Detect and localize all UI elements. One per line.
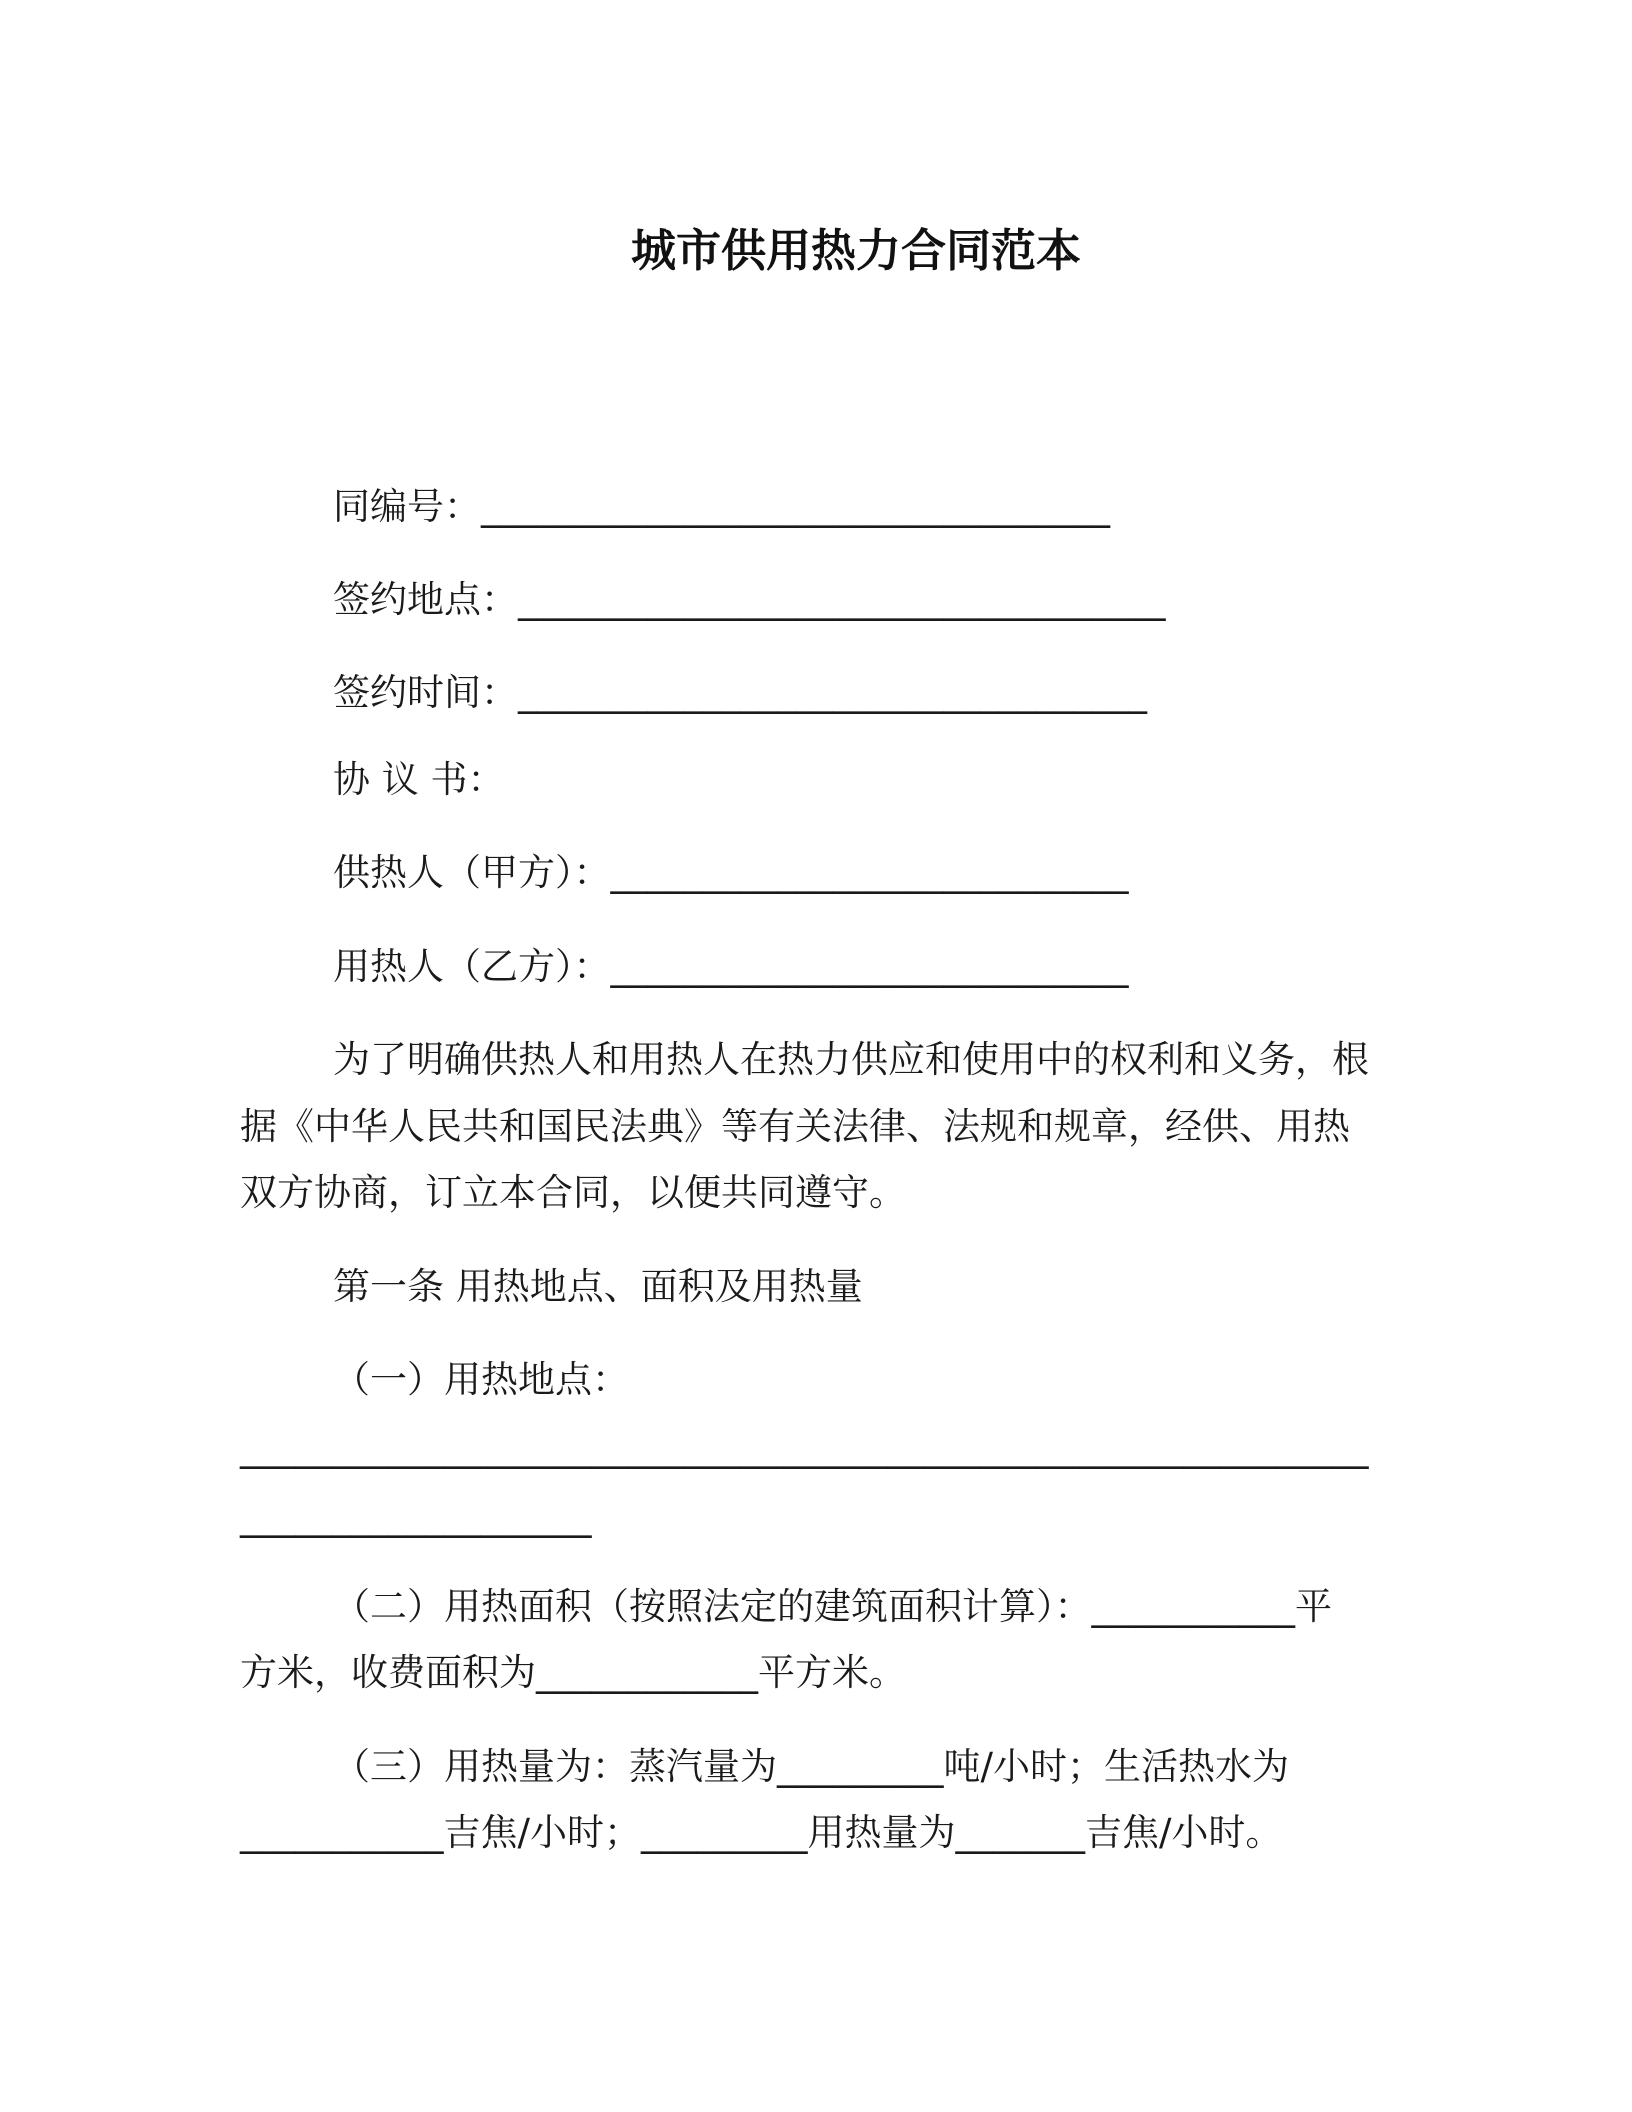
- heat-user-blank: ____________________________: [610, 945, 1129, 988]
- contract-number-field: [333, 482, 1110, 532]
- signing-place-label: 签约地点：: [333, 578, 518, 621]
- contract-number-blank: __________________________________: [481, 485, 1110, 528]
- heating-location-label: （一）用热地点：: [333, 1358, 629, 1401]
- heating-location-blank-line: ___________________: [240, 1495, 592, 1538]
- preamble-line: 据《中华人民共和国民法典》等有关法律、法规和规章，经供、用热: [240, 1105, 1350, 1148]
- document-title: 城市供用热力合同范本: [631, 224, 1082, 277]
- preamble-line: 双方协商，订立本合同，以便共同遵守。: [240, 1171, 906, 1214]
- heat-consumption-line: （三）用热量为：蒸汽量为_________吨/小时；生活热水为: [333, 1745, 1289, 1788]
- signing-place-blank: ___________________________________: [518, 578, 1166, 621]
- signing-place-field: [333, 575, 1166, 625]
- heating-location-blank-line: _____________________________________________________________: [240, 1426, 1369, 1469]
- heat-consumption-line: ___________吉焦/小时；_________用热量为_______吉焦/小时。: [240, 1811, 1283, 1854]
- heat-supplier-label: 供热人（甲方）：: [333, 851, 611, 894]
- signing-time-field: [333, 668, 1147, 718]
- heat-supplier-field: [333, 848, 1129, 898]
- signing-time-label: 签约时间：: [333, 671, 518, 714]
- heating-area-line: 方米，收费面积为____________平方米。: [240, 1651, 906, 1694]
- heat-supplier-blank: ____________________________: [610, 851, 1129, 894]
- heat-user-label: 用热人（乙方）：: [333, 945, 611, 988]
- preamble-line: 为了明确供热人和用热人在热力供应和使用中的权利和义务，根: [333, 1038, 1369, 1081]
- agreement-label: 协 议 书：: [333, 758, 505, 801]
- heat-user-field: [333, 942, 1129, 992]
- heating-area-line: （二）用热面积（按照法定的建筑面积计算）：___________平: [333, 1585, 1332, 1628]
- contract-number-label: 同编号：: [333, 485, 481, 528]
- article-1-heading: 第一条 用热地点、面积及用热量: [333, 1265, 863, 1308]
- signing-time-blank: __________________________________: [518, 671, 1147, 714]
